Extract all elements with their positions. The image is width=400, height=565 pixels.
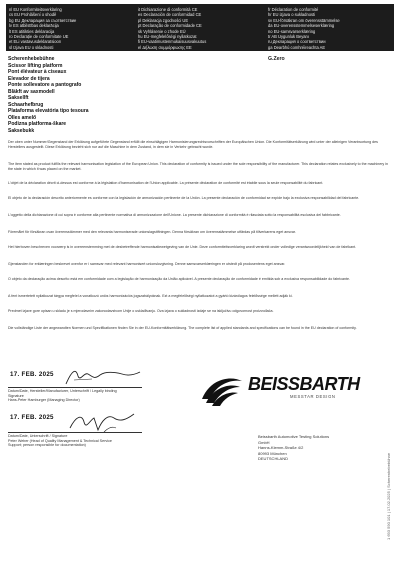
declaration-paragraph: Der oben unter Nummer/Gegenstand der Erklärung aufgeführte Gegenstand erfüllt die einschlägigen Harmonisierungsrechtsvorschriften der Europäischen Union. Die Konformitätserklärung wird unter der alleinigen Verantwortung des Herstellers ausgestellt. Diese Erklärung bezieht sich nur auf die Maschine in dem Zustand, in dem sie in Verkehr gebracht wurde.: [8, 140, 378, 149]
signature-label-line: Signature: [8, 393, 24, 398]
brand-name: BEISSBARTH: [248, 374, 360, 394]
signature-date: 17. FEB. 2025: [10, 371, 54, 378]
header-line: pt Declaração de conformidade CE: [138, 23, 202, 29]
header-line: fr Déclaration de conformité: [268, 7, 319, 12]
handwritten-signature: [62, 366, 142, 388]
header-line: bg EU Декларация за съответствие: [9, 17, 77, 23]
declaration-paragraph: Het hierboven beschreven voorwerp is in overeenstemming met de desbetreffende harmonisatiewetgeving van de Unie. Deze conformiteitsverklaring wordt verstrekt onder volledige verantwoordelijkheid van de fabrikant.: [8, 245, 357, 249]
declaration-paragraph: O objeto da declaração acima descrito está em conformidade com a legislação de harmonização da União aplicável. A presente declaração de conformidade é emitida sob a exclusiva responsabilidade do fabricante.: [8, 277, 351, 281]
product-title: Plataforma elevatória tipo tesoura: [8, 108, 89, 114]
signature-label-line: Datum/Date, Hersteller/Manufacturer, Unterschrift / Legally binding: [8, 389, 117, 393]
header-line: et ELi vastavusdeklaratsioon: [9, 39, 62, 45]
header-line: lt ES atitikties deklaracija: [9, 28, 55, 34]
product-title: Bläkft av saxmodell: [8, 88, 55, 95]
signature-label-line: Datum/Date, Unterschrift / Signature: [8, 434, 68, 438]
product-title-list: [8, 56, 308, 134]
product-title: Pont élévateur à ciseaux: [8, 69, 67, 75]
header-line: da EU-overensstemmelseserklæring: [268, 23, 335, 29]
product-title: Olles amelő: [8, 114, 37, 121]
header-line: el Δήλωση συμμόρφωσης ΕΕ: [138, 44, 192, 50]
declaration-paragraph: A fent ismertetett nyilatkozat tárgya megfelel a vonatkozó uniós harmonizációs jogszabályoknak. Ezt a megfelelőségi nyilatkozatot a gyártó kizárólagos felelőssége mellett adják ki.: [8, 294, 293, 298]
declaration-paragraph: The item stated as product fulfills the relevant harmonisation legislation of the European Union. This declaration of conformity is issued under the sole responsibility of the manufacturer. This declaration relates exclusively to the machinery in the state in which it was placed on the market.: [8, 162, 389, 171]
header-line: no EU-samsvarserklæring: [268, 28, 316, 34]
header-line: fi EU-vaatimustenmukaisuusvakuutus: [138, 39, 207, 45]
signature-label-line: Peter Weber (Head of Quality Management & Technical Service: [8, 438, 112, 443]
header-line: sk Vyhlásenie o zhode EÚ: [138, 28, 186, 34]
header-line: cs EU Prohlášení o shodě: [9, 12, 57, 18]
declaration-paragraph: L'oggetto della dichiarazione di cui sopra è conforme alla pertinente normativa di armonizzazione dell'Unione. La presente dichiarazione di conformità è rilasciata sotto la responsabilità esclusiva del fabbricante.: [8, 213, 341, 217]
address-line: Beissbarth Automotive Testing Solutions: [258, 434, 330, 439]
signature-label-line: Hans-Peter Hamburger (Managing Director): [8, 398, 80, 403]
product-title: Scissor lifting platform: [8, 62, 63, 69]
header-line: lv ES atbilstības deklarācija: [9, 23, 59, 29]
brand-tagline: MESSTAR DESIGN: [290, 394, 336, 399]
header-line: ru Декларация о соответствии: [268, 39, 326, 45]
header-line: hu EU-megfelelőségi nyilatkozat: [138, 34, 197, 40]
product-title: Podizna platforma-škare: [8, 121, 67, 127]
product-title: Ponte sollevatore a pantografo: [8, 82, 82, 88]
brand-logo: [196, 371, 396, 411]
product-title: Saksellft: [8, 95, 29, 101]
signature-line: [8, 387, 142, 388]
language-header-band: [6, 4, 394, 51]
product-title: Schaarhefbrug: [8, 101, 44, 108]
declaration-paragraph: L'objet de la déclaration décrit ci-dessus est conforme à la législation d'harmonisation de l'Union applicable. La présente déclaration de conformité est établie sous la seule responsabilité du fabricant.: [8, 181, 324, 185]
signature-label: [8, 434, 158, 448]
address-line: 80993 München: [258, 450, 287, 456]
address-line: DEUTSCHLAND: [258, 456, 289, 462]
declaration-paragraph: Predmet izjave gore opisan u skladu je s mjerodavnim zakonodavstvom Unije o usklađivanju. Ova izjava o sukladnosti izdaje se na isključivu odgovornost proizvođača.: [8, 309, 274, 313]
product-model: G.Zero: [268, 56, 285, 62]
declaration-paragraph: Föremålet för försäkran ovan överensstämmer med den relevanta harmoniserade unionslagstiftningen. Denna försäkran om överensstämmelse utfärdas på tillverkarens eget ansvar.: [8, 230, 296, 234]
header-line: pl Deklaracja zgodności UE: [138, 17, 189, 23]
header-line: ro Declarație de conformitate UE: [9, 34, 69, 40]
manufacturer-address: [258, 434, 378, 462]
declaration-paragraph: Gjenstanden for erklæringen beskrevet ovenfor er i samsvar med relevant harmonisert unionslovgivning. Denne samsvarserklæringen er utstedt på produsentens eget ansvar.: [8, 262, 286, 266]
address-line: GmbH: [258, 439, 270, 445]
product-title: Elevador de tijera: [8, 75, 50, 82]
header-line: ga Dearbhú comhréireachta AE: [268, 44, 326, 50]
product-title: Saksebukk: [8, 127, 35, 134]
header-column-2: [138, 7, 264, 50]
header-line: hr EU izjava o sukladnosti: [268, 12, 316, 18]
document-code: 1 693 590 101 | 17.02.2025 | Scherenhebebühne: [386, 452, 391, 540]
signature-date: 17. FEB. 2025: [10, 414, 54, 421]
signature-label-line: Support; person responsible for documentation): [8, 443, 86, 448]
declaration-paragraph: Die vollständige Liste der angewandten Normen und Spezifikationen finden Sie in der EU-Konformitätserklärung. The complete list of applied standards and specifications can be found in the EU declaration of conformity.: [8, 326, 357, 330]
header-column-3: [268, 7, 392, 50]
header-line: it Dichiarazione di conformità CE: [138, 7, 198, 12]
signature-line: [8, 432, 142, 433]
header-line: sv EU-försäkran om överensstämmelse: [268, 17, 340, 23]
header-line: es Declaración de conformidad CE: [138, 12, 202, 18]
header-column-1: [9, 7, 133, 50]
product-title: Scherenhebebühne: [8, 56, 55, 62]
header-line: sl Izjava EU o skladnosti: [9, 44, 54, 50]
header-line: tr AB Uygunluk Beyanı: [268, 34, 309, 40]
signature-label: [8, 389, 158, 403]
declaration-paragraph: El objeto de la declaración descrito anteriormente es conforme con la legislación de armonización pertinente de la Unión. La presente declaración de conformidad se expide bajo la exclusiva responsabilidad del fabricante.: [8, 196, 360, 200]
beissbarth-swoosh-icon: [200, 373, 244, 407]
header-line: nl EU Konformiteitsverklaring: [9, 7, 62, 12]
address-line: Hanns-Klemm-Straße 4/2: [258, 445, 304, 451]
